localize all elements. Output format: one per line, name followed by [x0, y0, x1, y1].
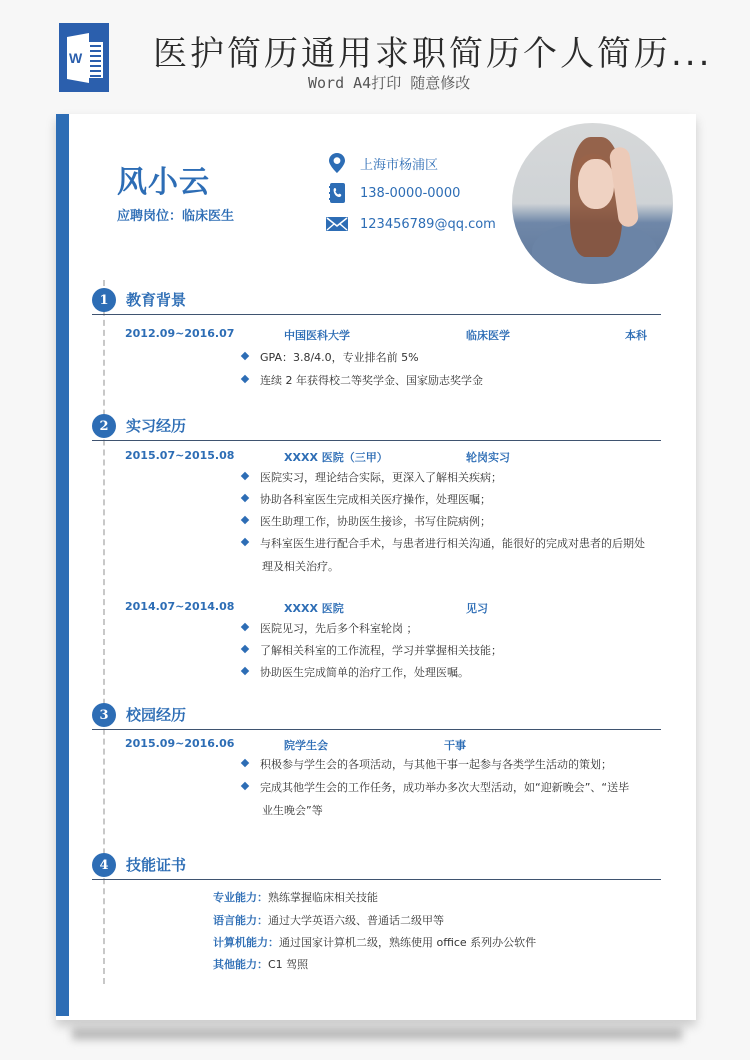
list-item	[242, 779, 629, 795]
section-education-header	[92, 288, 661, 315]
banner-header	[0, 0, 750, 110]
bullet-text: 与科室医生进行配合手术，与患者进行相关沟通，能很好的完成对患者的后期处	[260, 537, 645, 550]
section-number-badge: 3	[92, 703, 116, 727]
internship-role: 轮岗实习	[466, 451, 510, 464]
resume-page	[56, 114, 696, 1020]
contact-address	[326, 153, 438, 173]
section-internship-header	[92, 414, 661, 441]
bullet-text: GPA：3.8/4.0，专业排名前 5%	[260, 351, 419, 364]
campus-period: 2015.09~2016.06	[125, 737, 235, 750]
skill-item	[213, 912, 444, 928]
list-item	[242, 535, 645, 551]
diamond-bullet-icon	[241, 494, 249, 502]
accent-bar	[56, 114, 69, 1016]
email-text: 123456789@qq.com	[360, 216, 496, 232]
page-shadow	[72, 1028, 682, 1040]
skill-item	[213, 956, 308, 972]
diamond-bullet-icon	[241, 375, 249, 383]
skill-value: 通过国家计算机二级，熟练使用 office 系列办公软件	[279, 936, 537, 949]
internship-role: 见习	[466, 602, 488, 615]
diamond-bullet-icon	[241, 516, 249, 524]
internship-period: 2015.07~2015.08	[125, 449, 235, 462]
section-title: 教育背景	[126, 291, 187, 309]
skill-value: 通过大学英语六级、普通话二级甲等	[268, 914, 444, 927]
campus-org: 院学生会	[284, 739, 328, 752]
bullet-text: 协助医生完成简单的治疗工作，处理医嘱。	[260, 666, 469, 679]
bullet-text: 协助各科室医生完成相关医疗操作，处理医嘱；	[260, 493, 491, 506]
diamond-bullet-icon	[241, 759, 249, 767]
section-title: 实习经历	[126, 417, 187, 435]
skill-item	[213, 889, 378, 905]
skill-label: 语言能力：	[213, 914, 268, 927]
phone-icon	[326, 183, 348, 203]
word-letter: W	[69, 50, 83, 66]
list-item	[242, 642, 502, 658]
section-campus-header	[92, 703, 661, 730]
bullet-text: 医院实习，理论结合实际，更深入了解相关疾病；	[260, 471, 502, 484]
edu-degree: 本科	[625, 329, 647, 342]
candidate-name: 风小云	[117, 165, 210, 200]
contact-phone	[326, 183, 460, 203]
bullet-text: 完成其他学生会的工作任务，成功举办多次大型活动，如“迎新晚会”、“送毕	[260, 781, 630, 794]
word-icon	[59, 23, 109, 92]
phone-text: 138-0000-0000	[360, 185, 461, 201]
campus-role: 干事	[444, 739, 466, 752]
diamond-bullet-icon	[241, 538, 249, 546]
bullet-text: 医院见习，先后多个科室轮岗 ；	[260, 622, 418, 635]
profile-photo	[512, 123, 673, 284]
diamond-bullet-icon	[241, 667, 249, 675]
template-title: 医护简历通用求职简历个人简历...	[153, 34, 713, 74]
section-title: 技能证书	[126, 856, 187, 874]
list-item	[242, 664, 469, 680]
diamond-bullet-icon	[241, 352, 249, 360]
edu-period: 2012.09~2016.07	[125, 327, 235, 340]
skill-value: C1 驾照	[268, 958, 309, 971]
bullet-continuation: 业生晚会”等	[262, 804, 323, 817]
section-title: 校园经历	[126, 706, 187, 724]
photo-face	[578, 159, 614, 209]
list-item	[242, 372, 483, 388]
skill-label: 其他能力：	[213, 958, 268, 971]
list-item	[242, 620, 418, 636]
bullet-continuation: 理及相关治疗。	[262, 560, 339, 573]
bullet-text: 连续 2 年获得校二等奖学金、国家励志奖学金	[260, 374, 483, 387]
skill-label: 计算机能力：	[213, 936, 279, 949]
envelope-icon	[326, 214, 348, 234]
list-item	[242, 349, 419, 365]
section-number-badge: 4	[92, 853, 116, 877]
list-item	[242, 491, 491, 507]
section-skills-header	[92, 853, 661, 880]
diamond-bullet-icon	[241, 472, 249, 480]
diamond-bullet-icon	[241, 645, 249, 653]
skill-value: 熟练掌握临床相关技能	[268, 891, 378, 904]
diamond-bullet-icon	[241, 623, 249, 631]
section-number-badge: 1	[92, 288, 116, 312]
contact-email	[326, 214, 496, 234]
internship-org: XXXX 医院	[284, 602, 344, 615]
template-subtitle: Word A4打印 随意修改	[308, 74, 471, 92]
skill-item	[213, 934, 536, 950]
bullet-text: 医生助理工作，协助医生接诊，书写住院病例；	[260, 515, 491, 528]
diamond-bullet-icon	[241, 782, 249, 790]
list-item	[242, 513, 491, 529]
list-item	[242, 469, 502, 485]
location-pin-icon	[326, 153, 348, 173]
bullet-text: 积极参与学生会的各项活动，与其他干事一起参与各类学生活动的策划；	[260, 758, 612, 771]
applied-position: 应聘岗位：临床医生	[117, 209, 235, 224]
section-number-badge: 2	[92, 414, 116, 438]
skill-label: 专业能力：	[213, 891, 268, 904]
edu-major: 临床医学	[466, 329, 510, 342]
internship-period: 2014.07~2014.08	[125, 600, 235, 613]
document-lines-decoration	[88, 42, 103, 78]
edu-school: 中国医科大学	[284, 329, 350, 342]
internship-org: XXXX 医院（三甲）	[284, 451, 388, 464]
bullet-text: 了解相关科室的工作流程，学习并掌握相关技能；	[260, 644, 502, 657]
list-item	[242, 756, 612, 772]
address-text: 上海市杨浦区	[360, 157, 439, 173]
